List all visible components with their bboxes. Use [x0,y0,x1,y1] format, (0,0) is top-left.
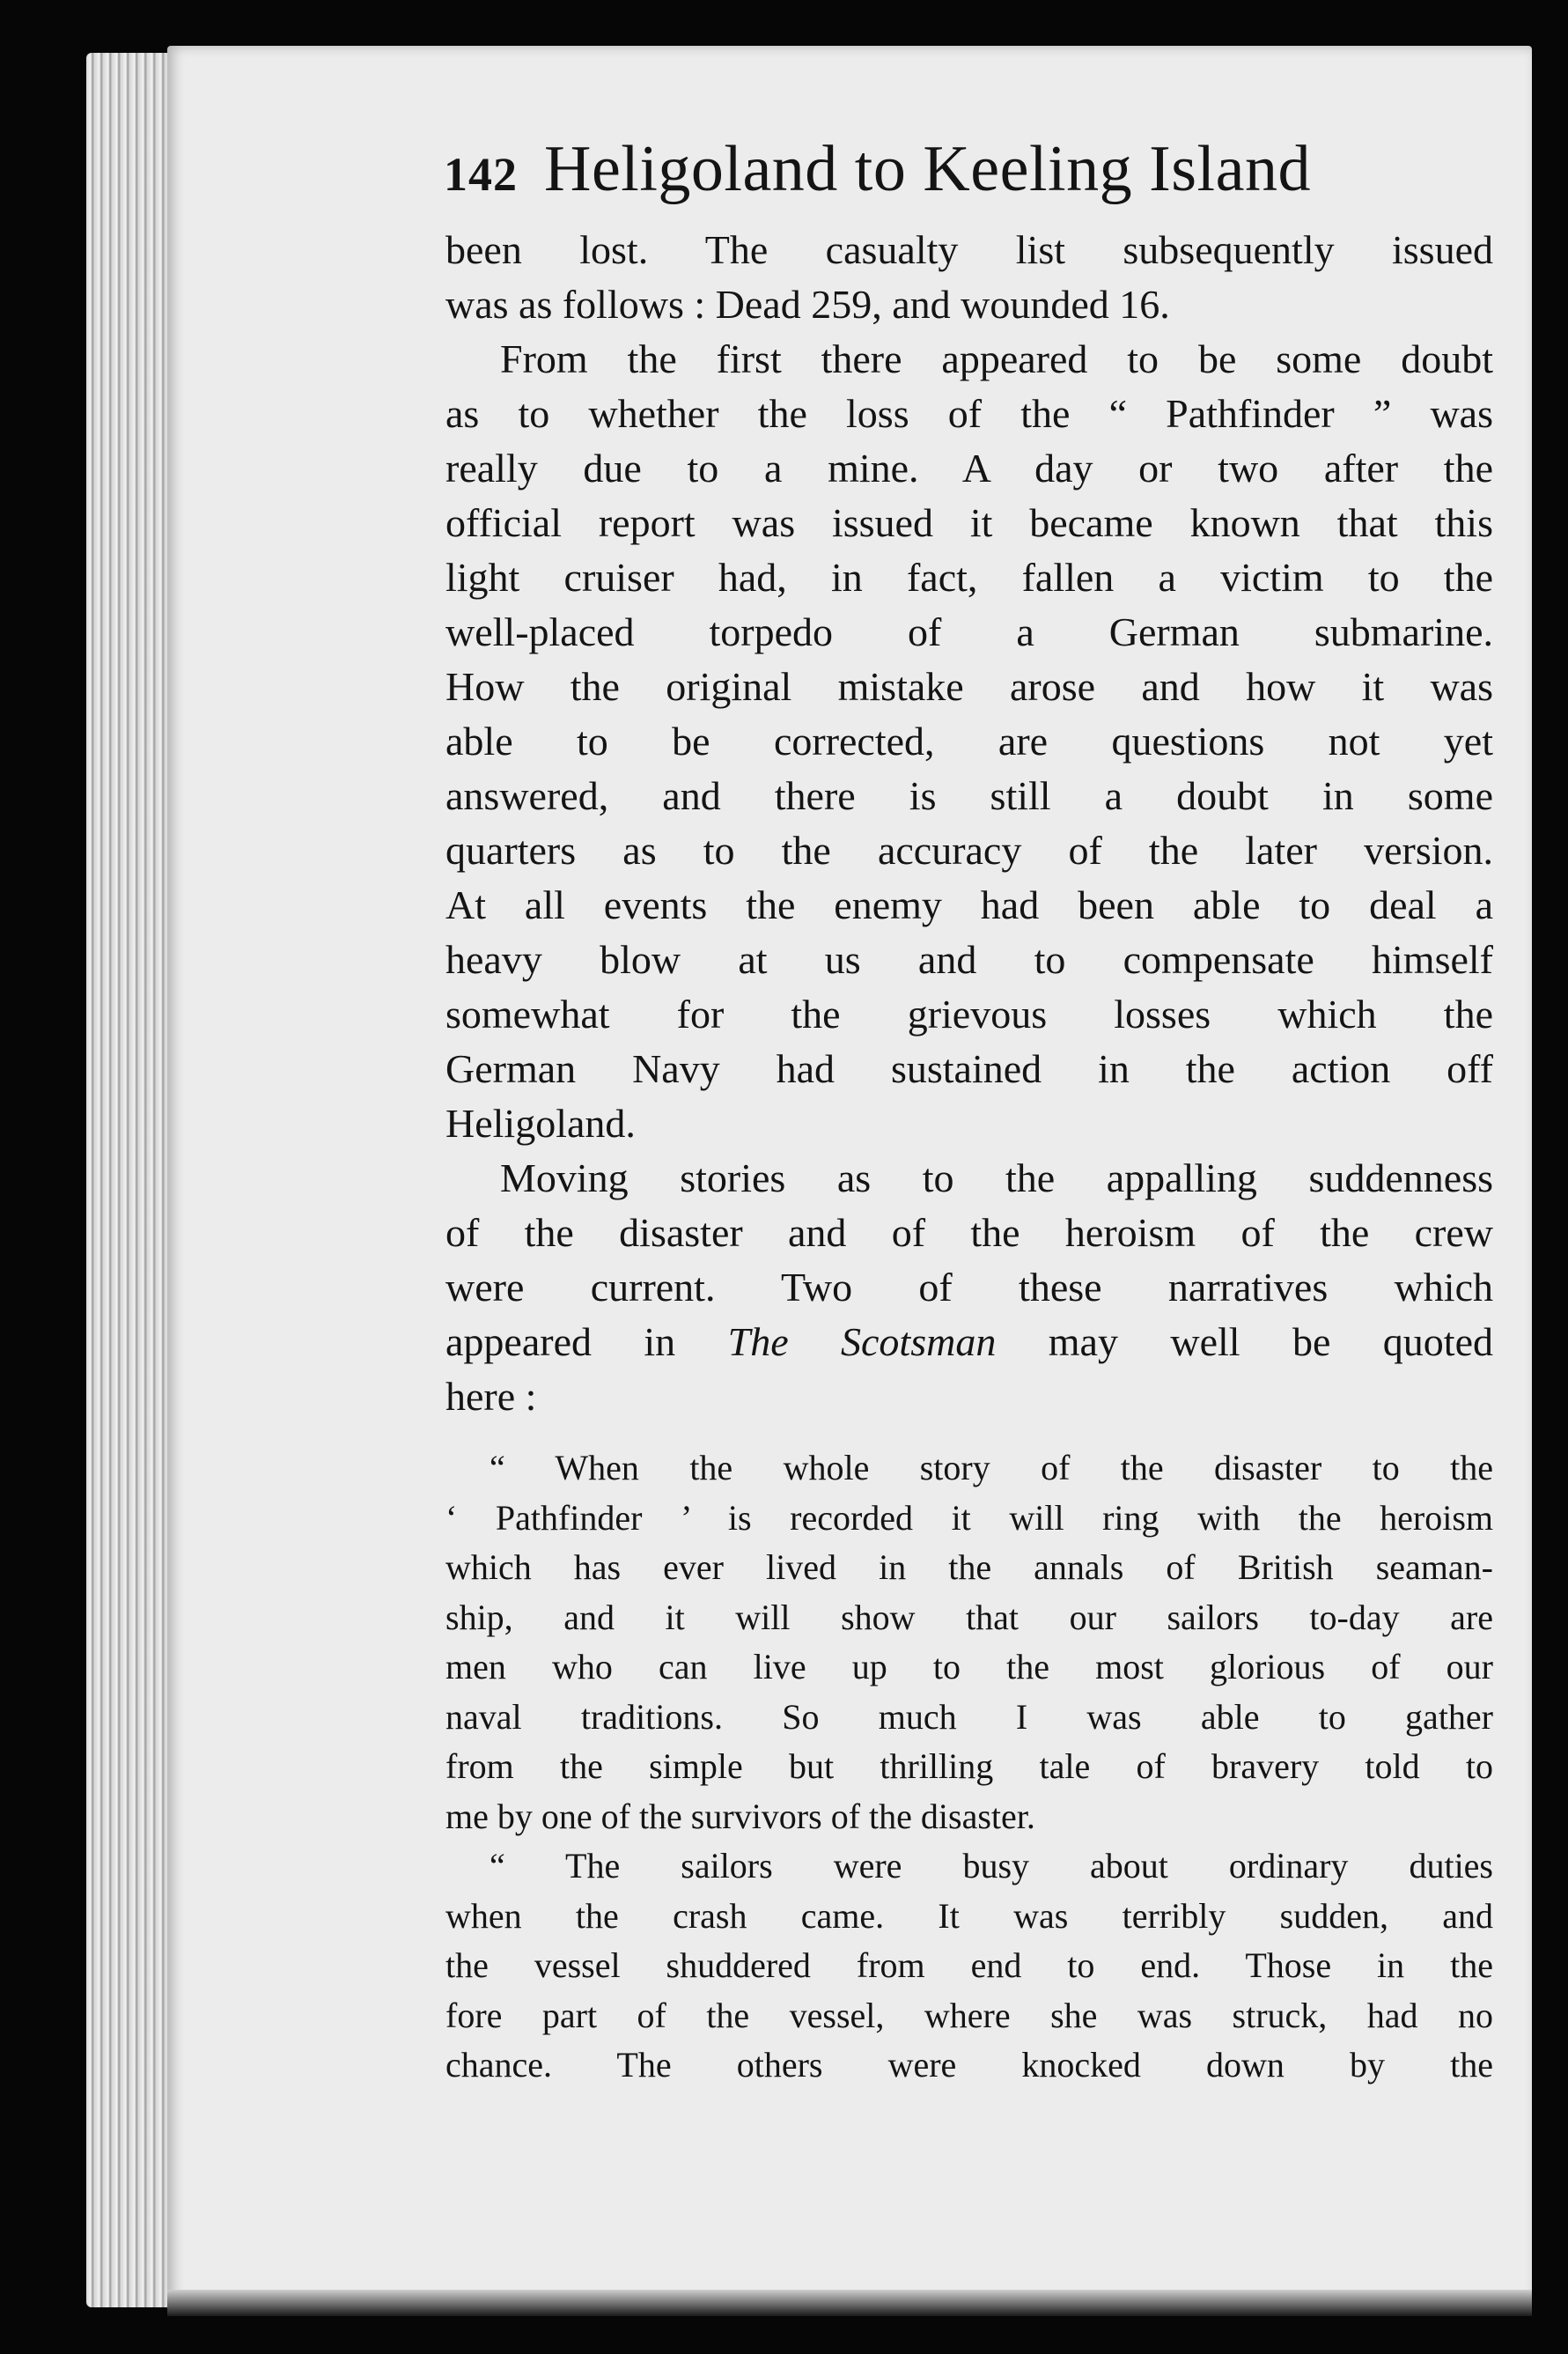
text-line: answered, and there is still a doubt in some [445,773,1493,818]
text-line: somewhat for the grievous losses which the [445,992,1493,1037]
page-content [445,132,1493,2091]
text-line: ‘ Pathfinder ’ is recorded it will ring with the heroism [445,1497,1493,1538]
text-line: German Navy had sustained in the action off [445,1046,1493,1091]
text-line: “ When the whole story of the disaster to the [490,1448,1493,1487]
text-line: fore part of the vessel, where she was struck, had no [445,1995,1493,2035]
text-line: been lost. The casualty list subsequently issued [445,227,1493,272]
text-line: which has ever lived in the annals of British seaman- [445,1547,1493,1587]
text-line: men who can live up to the most glorious of our [445,1647,1493,1686]
text-line: able to be corrected, are questions not yet [445,719,1493,764]
text-line: Heligoland. [445,1101,636,1146]
text-line: At all events the enemy had been able to deal a [445,882,1493,927]
paragraph-3 [445,1151,1493,1424]
running-title: Heligoland to Keeling Island [544,133,1311,205]
text-line: ship, and it will show that our sailors to-day are [445,1597,1493,1637]
running-head [444,132,1493,207]
text-line: light cruiser had, in fact, fallen a victim to the [445,555,1493,600]
text-line: really due to a mine. A day or two after the [445,446,1493,491]
text-line: the vessel shuddered from end to end. Those in the [445,1945,1493,1985]
text-line: From the first there appeared to be some doubt [500,336,1493,381]
text-line: from the simple but thrilling tale of bravery told to [445,1746,1493,1786]
quotation-1 [445,1443,1493,1841]
text-line: quarters as to the accuracy of the later version. [445,828,1493,873]
spacer [445,1424,1493,1443]
text-line: Moving stories as to the appalling suddenness [500,1155,1493,1200]
page-number: 142 [444,148,518,201]
text-fragment: may well be quoted [1048,1319,1494,1364]
text-line: when the crash came. It was terribly sudden, and [445,1895,1493,1936]
paragraph-1 [445,223,1493,332]
quotation-2 [445,1841,1493,2091]
newspaper-title: The Scotsman [727,1319,997,1364]
text-fragment: appeared in [445,1319,676,1364]
text-line: chance. The others were knocked down by the [445,2045,1493,2085]
text-line: me by one of the survivors of the disaster. [445,1796,1035,1836]
text-line: naval traditions. So much I was able to gather [445,1696,1493,1737]
text-line: well-placed torpedo of a German submarine. [445,609,1493,654]
text-line: official report was issued it became known that this [445,500,1493,545]
text-line: heavy blow at us and to compensate himself [445,937,1493,982]
page-bottom-shadow [167,2290,1532,2316]
text-line: How the original mistake arose and how it was [445,664,1493,709]
text-line: here : [445,1374,537,1419]
text-line: as to whether the loss of the “ Pathfinder ” was [445,391,1493,436]
text-line: was as follows : Dead 259, and wounded 16. [445,282,1170,327]
text-line: “ The sailors were busy about ordinary duties [490,1846,1493,1885]
paragraph-2 [445,332,1493,1151]
text-line: of the disaster and of the heroism of the crew [445,1210,1493,1255]
text-line-with-title [445,1315,1493,1369]
text-line: were current. Two of these narratives which [445,1265,1493,1310]
